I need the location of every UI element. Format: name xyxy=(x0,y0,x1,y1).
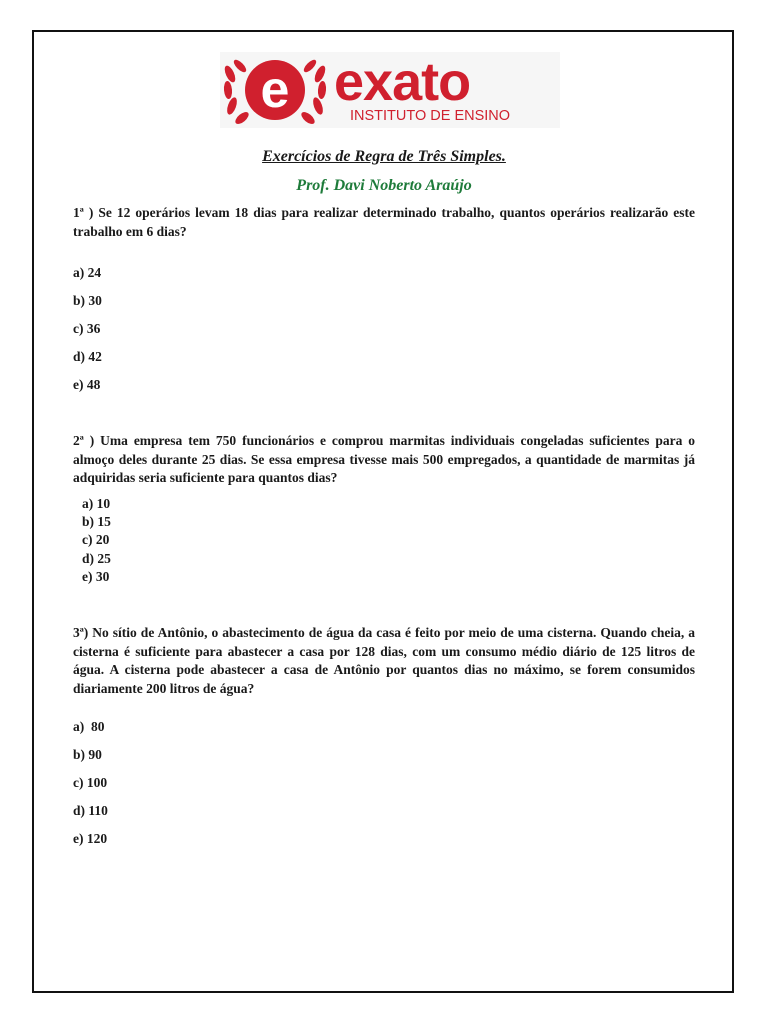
question-1-text: 1ª ) Se 12 operários levam 18 dias para realizar determinado trabalho, quantos operários realizarão este trabalho em 6 dias? xyxy=(73,205,695,239)
page-border xyxy=(32,30,734,993)
question-2-text: 2ª ) Uma empresa tem 750 funcionários e comprou marmitas individuais congeladas suficientes para o almoço deles durante 25 dias. Se essa empresa tivesse mais 500 empregados, a quantidade de marmitas já adquiridas seria suficiente para quantos dias? xyxy=(73,433,695,485)
option-e: e) 48 xyxy=(73,377,101,392)
option-b: b) 30 xyxy=(73,293,102,308)
option-c: c) 100 xyxy=(73,775,108,790)
option-e: e) 120 xyxy=(73,831,108,846)
logo-graphic xyxy=(220,52,560,128)
option-d: d) 25 xyxy=(82,550,111,566)
question-3-options xyxy=(73,718,108,858)
option-d: d) 110 xyxy=(73,803,108,818)
question-2-options xyxy=(82,495,111,586)
page-title xyxy=(0,148,768,166)
option-e: e) 30 xyxy=(82,568,110,584)
option-a: a) 80 xyxy=(73,719,105,734)
author-line: Prof. Davi Noberto Araújo xyxy=(296,177,472,194)
question-3-text: 3ª) No sítio de Antônio, o abastecimento de água da casa é feito por meio de uma cisterna. Quando cheia, a cisterna é suficiente para abastecer a casa por 128 dias, com um consumo médio diário de 125 litros de água. A cisterna pode abastecer a casa de Antônio por quantos dias no máximo, se forem consumidos diariamente 200 litros de água? xyxy=(73,625,695,696)
option-c: c) 20 xyxy=(82,532,110,548)
option-b: b) 15 xyxy=(82,514,111,530)
exato-logo xyxy=(220,52,560,128)
option-a: a) 10 xyxy=(82,496,111,511)
logo-letter: e xyxy=(260,61,290,119)
option-d: d) 42 xyxy=(73,349,102,364)
logo-tagline: INSTITUTO DE ENSINO xyxy=(350,108,511,124)
option-c: c) 36 xyxy=(73,321,101,336)
logo-wordmark: exato xyxy=(334,52,471,112)
option-a: a) 24 xyxy=(73,265,102,280)
page-title-text: Exercícios de Regra de Três Simples. xyxy=(262,148,506,165)
question-1-options xyxy=(73,264,102,404)
option-b: b) 90 xyxy=(73,747,102,762)
